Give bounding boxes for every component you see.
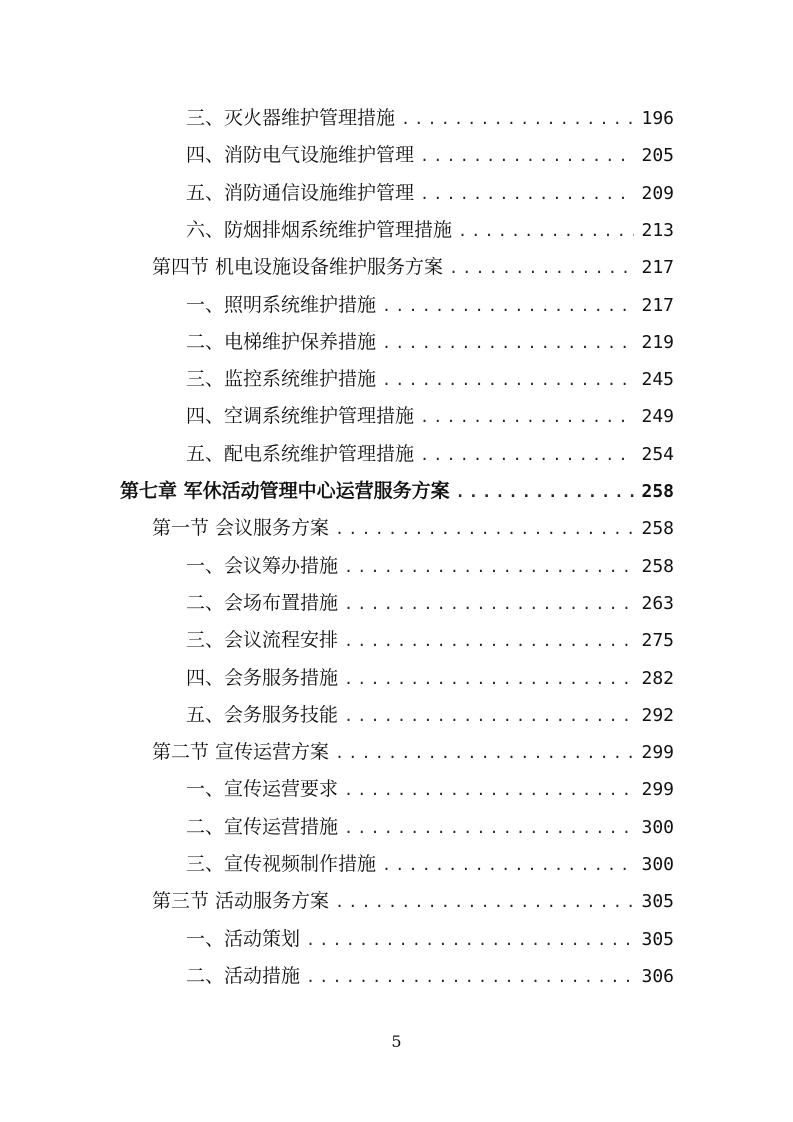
toc-dot-leader [344, 586, 634, 623]
toc-entry[interactable] [186, 921, 674, 958]
toc-entry-title: 三、会议流程安排 [186, 629, 339, 651]
toc-entry-title: 四、消防电气设施维护管理 [186, 144, 415, 166]
toc-dot-leader [335, 735, 634, 772]
toc-dot-leader [335, 511, 634, 548]
toc-entry[interactable] [186, 287, 674, 324]
toc-dot-leader [449, 250, 634, 287]
toc-dot-leader [456, 474, 634, 511]
toc-dot-leader [344, 698, 634, 735]
toc-entry-title: 五、消防通信设施维护管理 [186, 182, 415, 204]
toc-entry-title: 一、照明系统维护措施 [186, 294, 377, 316]
toc-entry-title: 三、宣传视频制作措施 [186, 853, 377, 875]
toc-entry[interactable] [186, 846, 674, 883]
toc-entry-page: 209 [641, 183, 674, 204]
toc-entry[interactable] [186, 100, 674, 137]
toc-entry-page: 213 [641, 220, 674, 241]
toc-entry-title: 二、宣传运营措施 [186, 816, 339, 838]
toc-chapter-entry[interactable] [120, 473, 674, 510]
toc-entry-page: 245 [641, 369, 674, 390]
toc-dot-leader [344, 772, 634, 809]
toc-entry-title: 二、会场布置措施 [186, 592, 339, 614]
toc-dot-leader [382, 288, 634, 325]
toc-section-entry[interactable] [152, 510, 674, 547]
toc-entry[interactable] [186, 548, 674, 585]
toc-entry[interactable] [186, 697, 674, 734]
toc-entry[interactable] [186, 175, 674, 212]
toc-dot-leader [344, 661, 634, 698]
toc-entry-page: 249 [641, 406, 674, 427]
toc-section-entry[interactable] [152, 249, 674, 286]
toc-entry-page: 275 [641, 630, 674, 651]
toc-dot-leader [458, 213, 634, 250]
toc-dot-leader [420, 176, 634, 213]
toc-entry-page: 300 [641, 854, 674, 875]
toc-dot-leader [306, 922, 634, 959]
toc-entry[interactable] [186, 436, 674, 473]
toc-dot-leader [344, 810, 634, 847]
toc-dot-leader [401, 101, 634, 138]
toc-entry-title: 一、会议筹办措施 [186, 555, 339, 577]
toc-entry-title: 六、防烟排烟系统维护管理措施 [186, 219, 453, 241]
toc-dot-leader [420, 399, 634, 436]
toc-entry[interactable] [186, 771, 674, 808]
toc-entry[interactable] [186, 398, 674, 435]
toc-entry[interactable] [186, 137, 674, 174]
toc-entry[interactable] [186, 809, 674, 846]
toc-dot-leader [306, 959, 634, 996]
toc-entry-title: 四、空调系统维护管理措施 [186, 405, 415, 427]
toc-entry-title: 三、灭火器维护管理措施 [186, 107, 396, 129]
toc-entry-page: 258 [641, 556, 674, 577]
toc-entry-page: 305 [641, 891, 674, 912]
toc-entry-page: 305 [641, 929, 674, 950]
toc-entry[interactable] [186, 660, 674, 697]
toc-entry[interactable] [186, 585, 674, 622]
toc-entry-title: 一、宣传运营要求 [186, 778, 339, 800]
toc-entry-title: 第三节 活动服务方案 [152, 890, 330, 912]
page-number: 5 [391, 1032, 402, 1051]
toc-entry-page: 299 [641, 742, 674, 763]
toc-entry-title: 二、电梯维护保养措施 [186, 331, 377, 353]
toc-dot-leader [382, 847, 634, 884]
toc-entry-page: 299 [641, 779, 674, 800]
toc-entry-title: 四、会务服务措施 [186, 667, 339, 689]
toc-entry-page: 196 [641, 108, 674, 129]
toc-entry-title: 第一节 会议服务方案 [152, 517, 330, 539]
toc-dot-leader [344, 623, 634, 660]
toc-entry-page: 258 [641, 518, 674, 539]
toc-dot-leader [344, 549, 634, 586]
toc-entry-title: 第二节 宣传运营方案 [152, 741, 330, 763]
toc-entry-page: 282 [641, 668, 674, 689]
toc-entry[interactable] [186, 622, 674, 659]
toc-entry-title: 第四节 机电设施设备维护服务方案 [152, 256, 444, 278]
toc-entry-title: 第七章 军休活动管理中心运营服务方案 [120, 480, 450, 502]
toc-section-entry[interactable] [152, 734, 674, 771]
toc-entry-page: 254 [641, 444, 674, 465]
toc-entry[interactable] [186, 212, 674, 249]
toc-entry-title: 一、活动策划 [186, 928, 301, 950]
toc-entry-page: 258 [641, 481, 674, 502]
toc-entry-title: 三、监控系统维护措施 [186, 368, 377, 390]
toc-entry[interactable] [186, 958, 674, 995]
toc-section-entry[interactable] [152, 883, 674, 920]
toc-entry-title: 五、配电系统维护管理措施 [186, 443, 415, 465]
toc-entry-page: 292 [641, 705, 674, 726]
toc-entry-page: 205 [641, 145, 674, 166]
toc-entry[interactable] [186, 324, 674, 361]
toc-entry[interactable] [186, 361, 674, 398]
toc-dot-leader [382, 362, 634, 399]
toc-entry-page: 263 [641, 593, 674, 614]
toc-dot-leader [420, 437, 634, 474]
toc-entry-page: 306 [641, 966, 674, 987]
toc-dot-leader [420, 138, 634, 175]
toc-dot-leader [382, 325, 634, 362]
toc-entry-page: 219 [641, 332, 674, 353]
toc-entry-page: 300 [641, 817, 674, 838]
toc-entry-page: 217 [641, 257, 674, 278]
toc-entry-page: 217 [641, 295, 674, 316]
toc-entry-title: 二、活动措施 [186, 965, 301, 987]
toc-entry-title: 五、会务服务技能 [186, 704, 339, 726]
toc-dot-leader [335, 884, 634, 921]
